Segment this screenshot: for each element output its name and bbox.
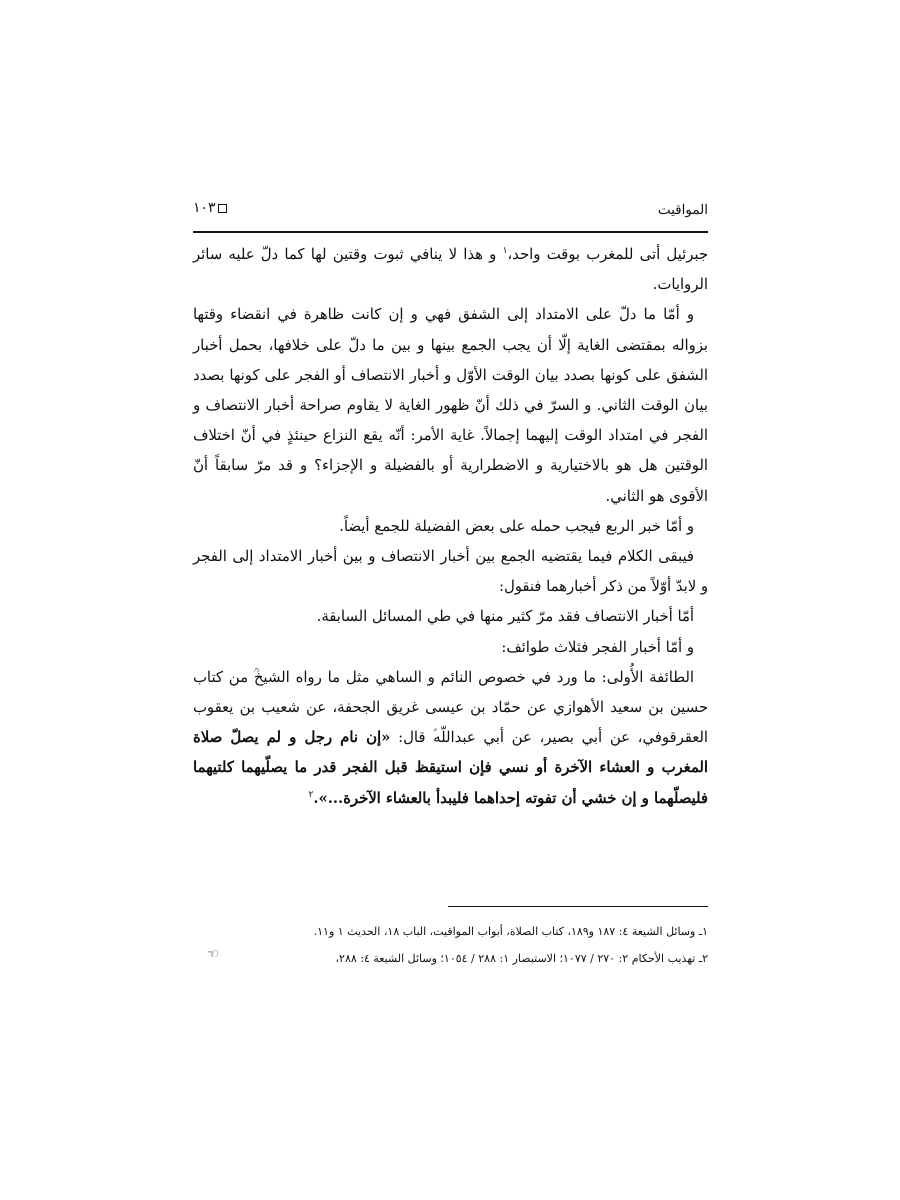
paragraph-1-text: جبرئيل أتى للمغرب بوقت واحد، (507, 246, 708, 263)
hadith-quote: «إن نام رجل و لم يصلّ صلاة المغرب و العشاء الآخرة أو نسي فإن استيقظ قبل الفجر قدر ما يصلّيهما كلتيهما فليصلّهما و إن خشي أن تفوته إحداهما فليبدأ بالعشاء الآخرة...». (193, 729, 708, 807)
footnote-rule (448, 906, 708, 907)
running-header (193, 196, 708, 224)
footnote-ref-1: ١ (502, 246, 508, 257)
paragraph-4: فيبقى الكلام فيما يقتضيه الجمع بين أخبار الانتصاف و بين أخبار الامتداد إلى الفجر و لابدّ أوّلاً من ذكر أخبارهما فنقول: (193, 548, 708, 596)
main-text (193, 240, 708, 814)
page-number-text: ١٠٣ (193, 200, 216, 216)
page-number (193, 200, 227, 216)
footnote-1: ١ـ وسائل الشيعة ٤: ١٨٧ و١٨٩، كتاب الصلاة، أبواب المواقيت، الباب ١٨، الحديث ١ و١١. (313, 925, 708, 938)
book-page (193, 196, 708, 1056)
footnote-2: ٢ـ تهذيب الأحكام ٢: ٢٧٠ / ١٠٧٧؛ الاستبصار ١: ٢٨٨ / ١٠٥٤؛ وسائل الشيعة ٤: ٢٨٨، (335, 952, 708, 965)
paragraph-7-text: الطائفة الأُولى: ما ورد في خصوص النائم و الساهي مثل ما رواه الشيخ‌ؒ من كتاب حسين بن سعيد الأهوازي عن حمّاد بن عيسى غريق الجحفة، عن شعيب بن يعقوب العقرقوفي، عن أبي بصير، عن أبي عبداللّه‌ؑ قال: (193, 668, 708, 747)
paragraph-1 (193, 240, 708, 300)
paragraph-2: و أمّا ما دلّ على الامتداد إلى الشفق فهي و إن كانت ظاهرة في انقضاء وقتها بزواله بمقتضى الغاية إلّا أن يجب الجمع بينها و بين ما دلّ على خلافها، بحمل أخبار الشفق على كونها بصدد بيان الوقت الأوّل و أخبار الانتصاف أو الفجر على كونها بصدد بيان الوقت الثاني. و السرّ في ذلك أنّ ظهور الغاية لا يقاوم صراحة أخبار الانتصاف و الفجر في امتداد الوقت إليهما إجمالاً. غاية الأمر: أنّه يقع النزاع حينئذٍ في أنّ اختلاف الوقتين هل هو بالاختيارية و الاضطرارية أو بالفضيلة و الإجزاء؟ و قد مرّ سابقاً أنّ الأقوى هو الثاني. (193, 306, 708, 505)
hand-pointer-icon: ☜ (207, 947, 219, 962)
paragraph-6: و أمّا أخبار الفجر فثلاث طوائف: (501, 638, 694, 656)
paragraph-5: أمّا أخبار الانتصاف فقد مرّ كثير منها في طي المسائل السابقة. (316, 608, 694, 626)
footnote-ref-2: ٢ (308, 789, 314, 800)
paragraph-1-rest: و هذا لا ينافي ثبوت وقتين لها كما دلّ عليه سائر الروايات. (193, 246, 708, 294)
square-icon (218, 204, 227, 213)
paragraph-7 (193, 663, 708, 814)
header-rule (193, 231, 708, 233)
paragraph-3: و أمّا خبر الربع فيجب حمله على بعض الفضيلة للجمع أيضاً. (339, 517, 694, 535)
chapter-title: المواقيت (657, 202, 708, 218)
footnotes (193, 918, 708, 972)
